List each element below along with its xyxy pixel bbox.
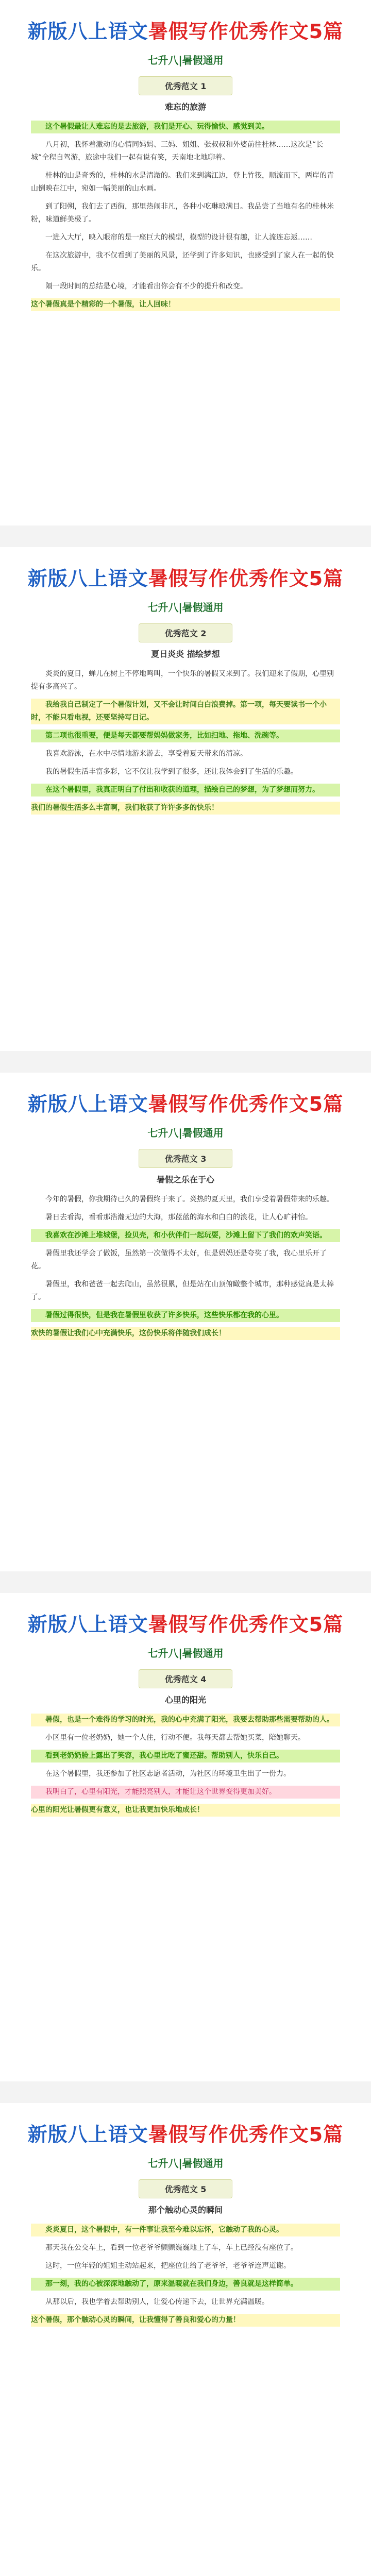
essay-paragraph: 那天我在公交车上，看到一位老爷爷颤颤巍巍地上了车，车上已经没有座位了。 — [45, 2244, 298, 2252]
essay-paragraph: 隔一段时间的总结是心境，才能看出你会有不少的提升和改变。 — [45, 282, 247, 291]
essay-paragraph: 一进入大厅，映入眼帘的是一座巨大的模型，模型的设计很有趣，让人流连忘返…… — [45, 233, 312, 242]
essay-section-1 — [0, 0, 371, 311]
essay-paragraph: 在这次旅游中，我不仅看到了美丽的风景，还学到了许多知识，也感受到了家人在一起的快乐。 — [31, 251, 334, 273]
essay-paragraph: 我给我自己制定了一个暑假计划，又不会让时间白白浪费掉。第一项，每天要读书一个小时，不能只看电视，还要坚持写日记。 — [31, 699, 340, 724]
essay-paragraph: 我喜欢在沙滩上堆城堡，捡贝壳，和小伙伴们一起玩耍，沙滩上留下了我们的欢声笑语。 — [31, 1229, 340, 1242]
essay-paragraph: 我喜欢游泳，在水中尽情地游来游去，享受着夏天带来的清凉。 — [45, 750, 247, 758]
essay-heading: 那个触动心灵的瞬间 — [148, 2205, 223, 2215]
essay-label: 优秀范文 3 — [139, 1149, 232, 1168]
essay-label: 优秀范文 4 — [139, 1669, 232, 1688]
essay-paragraph: 暑日去看海，看看那浩瀚无边的大海，那蓝蓝的海水和白白的浪花，让人心旷神怡。 — [45, 1213, 312, 1222]
essay-note: 这个暑假，那个触动心灵的瞬间，让我懂得了善良和爱心的力量！ — [31, 2314, 340, 2327]
essay-heading: 难忘的旅游 — [164, 102, 206, 112]
essay-note: 心里的阳光让暑假更有意义，也让我更加快乐地成长！ — [31, 1804, 340, 1817]
essay-paragraph: 暑假，也是一个难得的学习的时光，我的心中充满了阳光，我要去帮助那些需要帮助的人。 — [31, 1714, 340, 1726]
essay-paragraph: 我的暑假生活丰富多彩，它不仅让我学到了很多，还让我体会到了生活的乐趣。 — [45, 768, 298, 776]
essay-paragraph: 这时，一位年轻的姐姐主动站起来，把座位让给了老爷爷，老爷爷连声道谢。 — [45, 2262, 291, 2270]
section-separator — [0, 526, 371, 547]
doc-subtitle: 七升八|暑假通用 — [147, 1127, 224, 1139]
essay-paragraph: 在这个暑假里，我还参加了社区志愿者活动，为社区的环境卫生出了一份力。 — [45, 1770, 291, 1778]
essay-label: 优秀范文 5 — [139, 2179, 232, 2198]
essay-label: 优秀范文 1 — [139, 76, 232, 95]
essay-heading: 夏日炎炎 描绘梦想 — [151, 649, 220, 659]
essay-section-4 — [0, 1593, 371, 1817]
doc-subtitle: 七升八|暑假通用 — [147, 2157, 224, 2170]
essay-paragraph: 炎炎夏日，这个暑假中，有一件事让我至今难以忘怀，它触动了我的心灵。 — [31, 2224, 340, 2236]
essay-paragraph: 桂林的山是奇秀的，桂林的水是清澈的。我们来到漓江边，登上竹筏，顺流而下，两岸的青山倒映在江中，宛如一幅美丽的山水画。 — [31, 172, 334, 193]
essay-paragraph: 炎炎的夏日，蝉儿在树上不停地鸣叫，一个快乐的暑假又来到了。我们迎来了假期，心里别提有多高兴了。 — [31, 670, 334, 691]
doc-subtitle: 七升八|暑假通用 — [147, 1647, 224, 1659]
doc-title: 新版八上语文暑假写作优秀作文5篇 — [27, 567, 344, 590]
essay-paragraph: 从那以后，我也学着去帮助别人，让爱心传递下去，让世界充满温暖。 — [45, 2298, 269, 2306]
essay-paragraph: 暑假里，我和爸爸一起去爬山，虽然很累，但是站在山顶俯瞰整个城市，那种感觉真是太棒了。 — [31, 1280, 334, 1301]
doc-title: 新版八上语文暑假写作优秀作文5篇 — [27, 1093, 344, 1115]
essay-paragraph: 八月初，我怀着激动的心情同妈妈、三妈、姐姐、张叔叔和外婆前往桂林……这次是“长城”全程自驾游，旅途中我们一起有说有笑，天南地北地聊着。 — [31, 141, 324, 162]
essay-paragraph: 这个暑假最让人难忘的是去旅游，我们是开心、玩得愉快、感觉到美。 — [31, 121, 340, 133]
doc-title: 新版八上语文暑假写作优秀作文5篇 — [27, 1613, 344, 1636]
essay-paragraph: 到了阳朔，我们去了西街，那里热闹非凡，各种小吃琳琅满目。我品尝了当地有名的桂林米粉，味道鲜美极了。 — [31, 202, 334, 224]
section-separator — [0, 1571, 371, 1593]
essay-paragraph: 今年的暑假，你我期待已久的暑假终于来了。炎热的夏天里，我们享受着暑假带来的乐趣。 — [45, 1195, 334, 1204]
essay-section-2 — [0, 547, 371, 815]
essay-paragraph: 看到老奶奶脸上露出了笑容，我心里比吃了蜜还甜。帮助别人，快乐自己。 — [31, 1750, 340, 1762]
essay-paragraph: 第二项也很重要，便是每天都要帮妈妈做家务，比如扫地、拖地、洗碗等。 — [31, 730, 340, 742]
essay-section-5 — [0, 2103, 371, 2327]
essay-paragraph: 暑假里我还学会了做饭，虽然第一次做得不太好，但是妈妈还是夸奖了我，我心里乐开了花。 — [31, 1249, 327, 1270]
essay-heading: 心里的阳光 — [164, 1695, 206, 1705]
doc-title: 新版八上语文暑假写作优秀作文5篇 — [27, 2123, 344, 2146]
essay-note: 欢快的暑假让我们心中充满快乐，这份快乐将伴随我们成长！ — [31, 1327, 340, 1340]
essay-paragraph: 小区里有一位老奶奶，她一个人住，行动不便。我每天都去帮她买菜，陪她聊天。 — [45, 1734, 305, 1742]
doc-subtitle: 七升八|暑假通用 — [147, 54, 224, 66]
essay-heading: 暑假之乐在于心 — [156, 1175, 214, 1184]
essay-paragraph: 我明白了，心里有阳光，才能照亮别人，才能让这个世界变得更加美好。 — [31, 1786, 340, 1799]
doc-subtitle: 七升八|暑假通用 — [147, 601, 224, 614]
essay-label: 优秀范文 2 — [139, 623, 232, 642]
section-separator — [0, 1051, 371, 1073]
essay-note: 这个暑假真是个精彩的一个暑假，让人回味！ — [31, 298, 340, 311]
essay-paragraph: 暑假过得很快，但是我在暑假里收获了许多快乐，这些快乐都在我的心里。 — [31, 1309, 340, 1322]
doc-title: 新版八上语文暑假写作优秀作文5篇 — [27, 20, 344, 43]
essay-paragraph: 那一刻，我的心被深深地触动了，原来温暖就在我们身边，善良就是这样简单。 — [31, 2278, 340, 2291]
essay-note: 我们的暑假生活多么丰富啊，我们收获了许许多多的快乐！ — [31, 802, 340, 815]
section-separator — [0, 2081, 371, 2103]
essay-paragraph: 在这个暑假里，我真正明白了付出和收获的道理，描绘自己的梦想，为了梦想而努力。 — [31, 784, 340, 796]
essay-section-3 — [0, 1073, 371, 1340]
